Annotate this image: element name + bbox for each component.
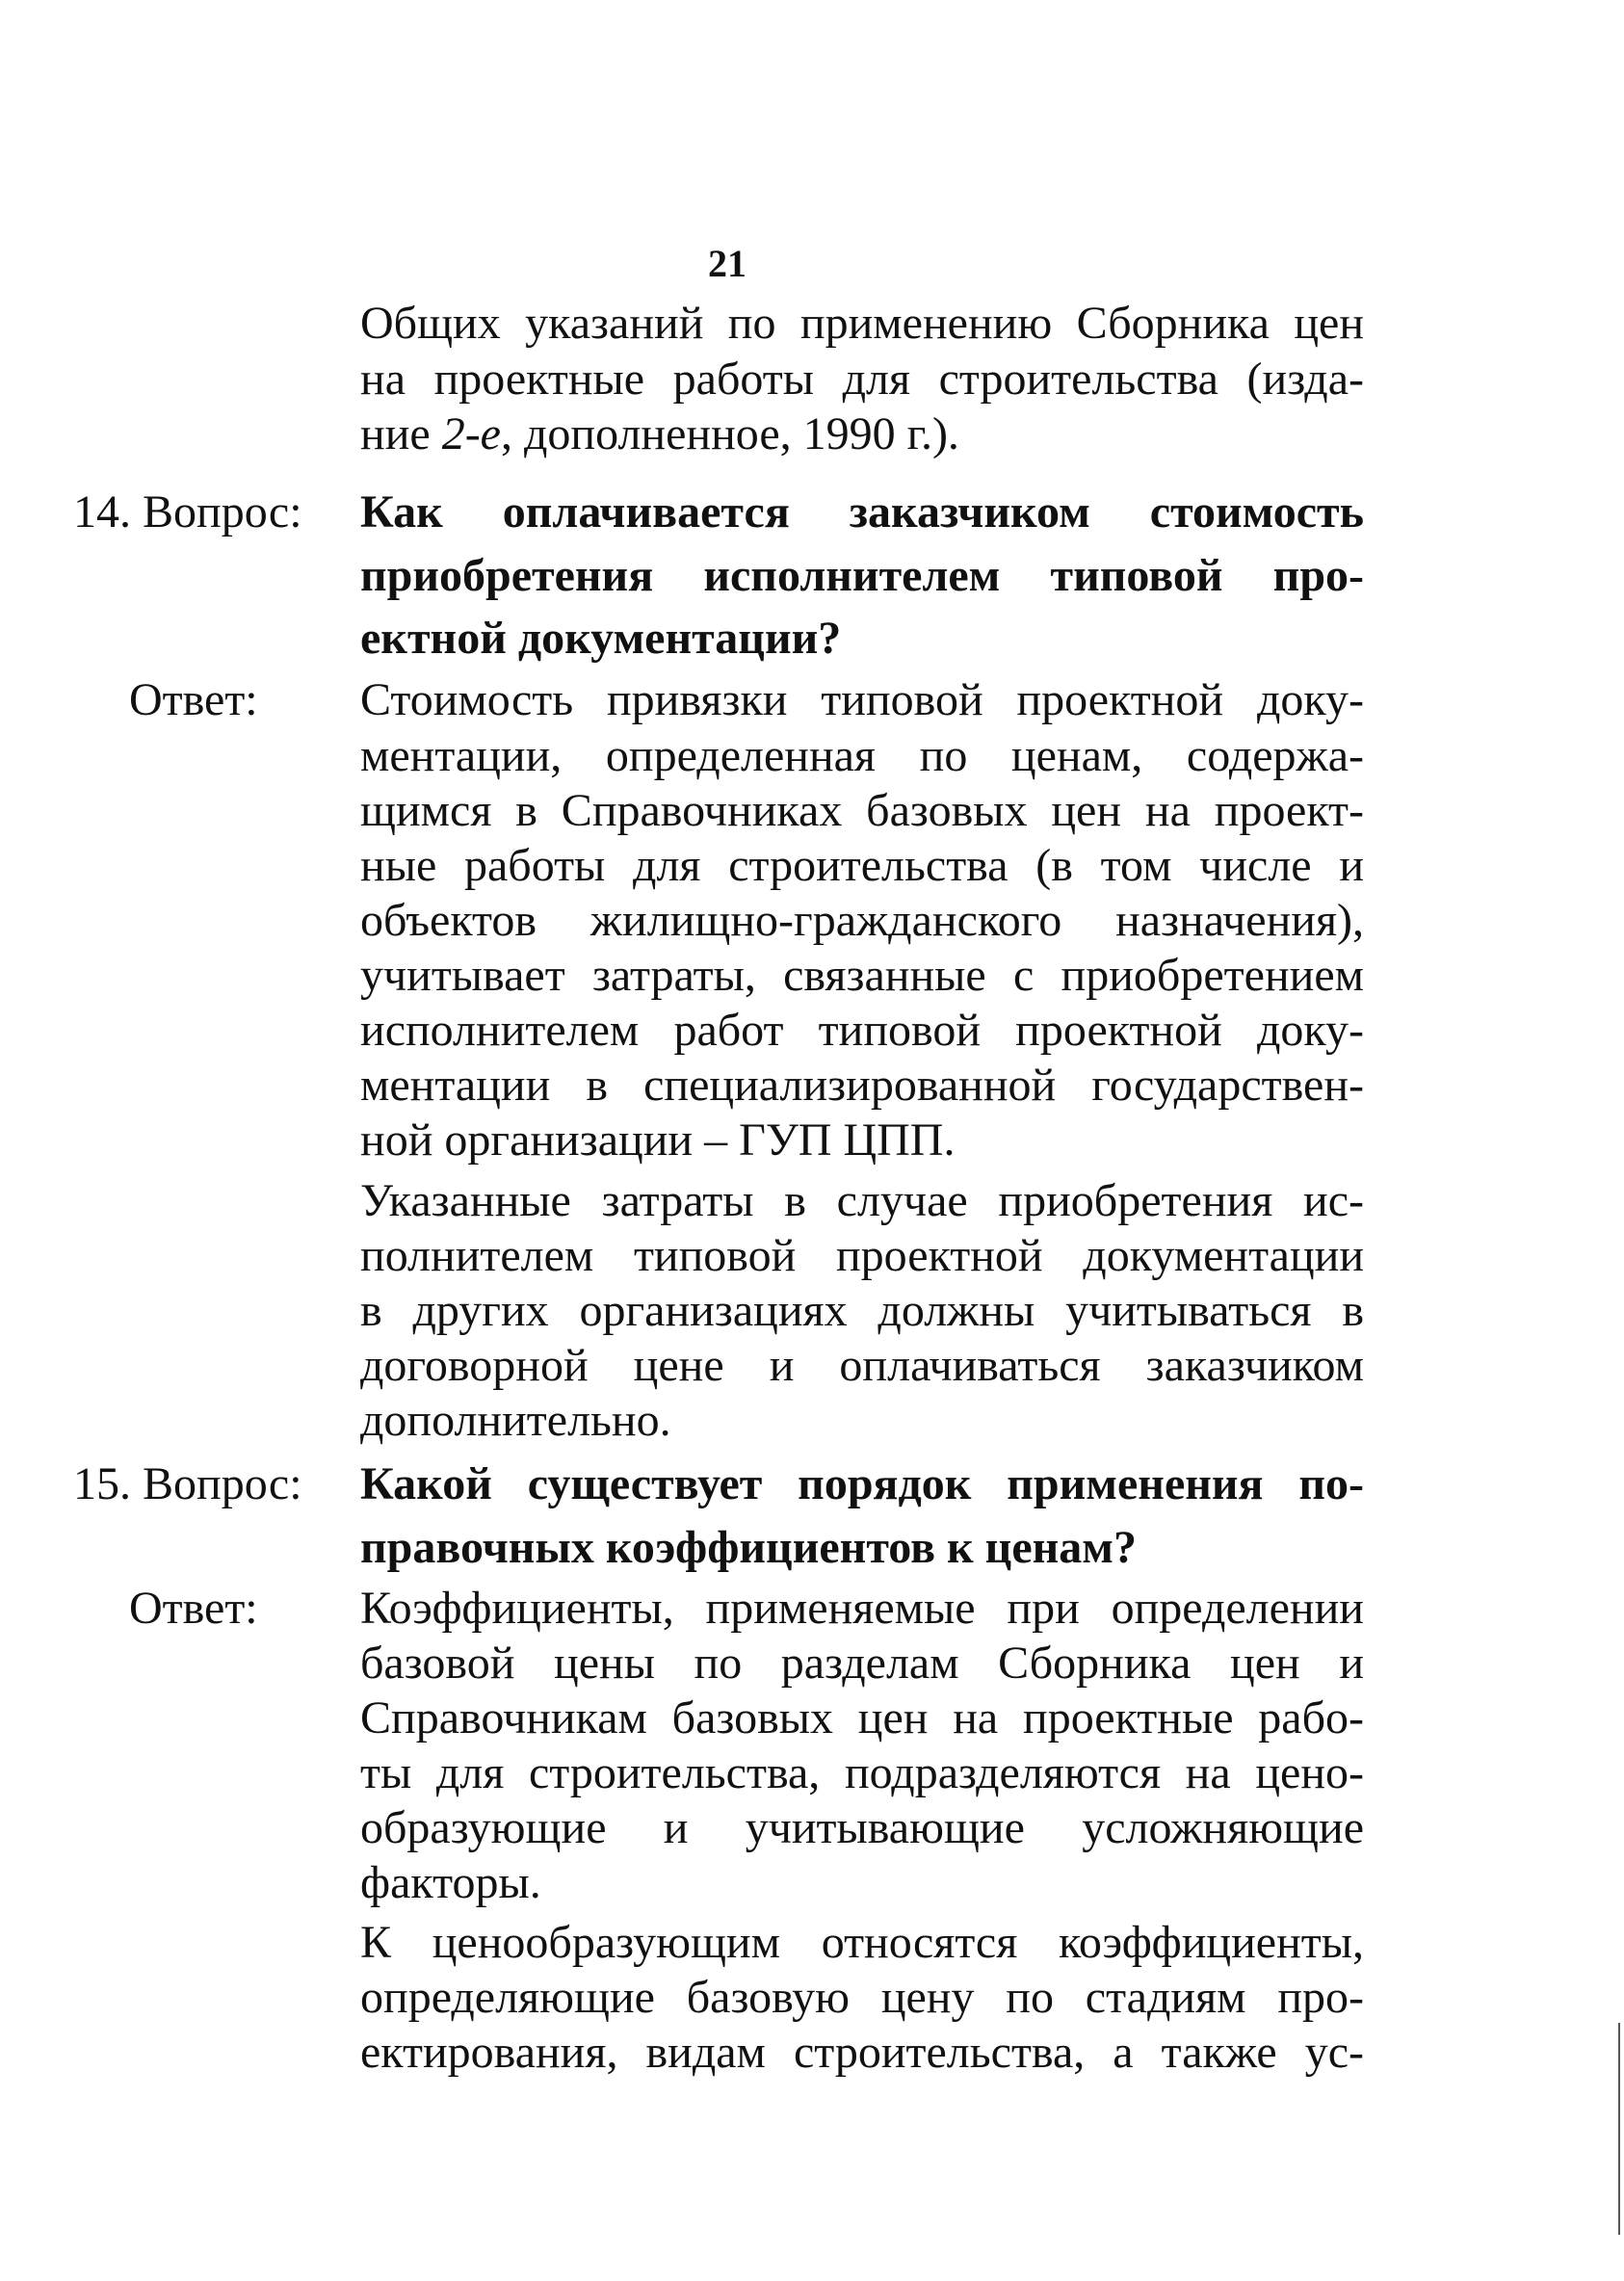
text-line: на проектные работы для строительства (изда- [360, 354, 1364, 405]
answer-line: ной организации – ГУП ЦПП. [360, 1114, 956, 1166]
answer-line: факторы. [360, 1857, 541, 1908]
text-fragment: , дополненное, 1990 г.). [500, 408, 959, 459]
answer-line: образующие и учитывающие усложняющие [360, 1802, 1364, 1853]
question-label-15: 15. Вопрос: [73, 1458, 302, 1509]
answer-label-15: Ответ: [129, 1583, 258, 1634]
answer-line: щимся в Справочниках базовых цен на проект- [360, 785, 1364, 836]
answer-line: Указанные затраты в случае приобретения ис- [360, 1175, 1364, 1226]
text-line: Общих указаний по применению Сборника цен [360, 298, 1364, 349]
text-line [360, 406, 1364, 463]
answer-line: ектирования, видам строительства, а также ус- [360, 2027, 1364, 2078]
answer-line: объектов жилищно-гражданского назначения), [360, 895, 1364, 946]
answer-line: учитывает затраты, связанные с приобретением [360, 950, 1364, 1001]
answer-line: ментации, определенная по ценам, содержа- [360, 730, 1364, 781]
question-line: приобретения исполнителем типовой про- [360, 550, 1364, 601]
answer-line: полнителем типовой проектной документации [360, 1230, 1364, 1281]
answer-line: дополнительно. [360, 1395, 671, 1446]
answer-line: договорной цене и оплачиваться заказчиком [360, 1340, 1364, 1391]
answer-label-14: Ответ: [129, 674, 258, 725]
answer-line: исполнителем работ типовой проектной доку- [360, 1005, 1364, 1056]
answer-line: ты для строительства, подразделяются на цено- [360, 1747, 1364, 1798]
answer-line: ментации в специализированной государствен- [360, 1060, 1364, 1111]
question-line: правочных коэффициентов к ценам? [360, 1522, 1137, 1573]
answer-line: определяющие базовую цену по стадиям про- [360, 1972, 1364, 2023]
page-number: 21 [708, 242, 747, 285]
answer-line: ные работы для строительства (в том числе и [360, 840, 1364, 891]
answer-line: в других организациях должны учитываться в [360, 1285, 1364, 1336]
question-line: ектной документации? [360, 613, 842, 664]
answer-line: Справочникам базовых цен на проектные рабо- [360, 1692, 1364, 1744]
scan-edge-mark [1618, 2023, 1620, 2235]
text-fragment: ние [360, 408, 442, 459]
answer-line: К ценообразующим относятся коэффициенты, [360, 1917, 1364, 1968]
answer-line: базовой цены по разделам Сборника цен и [360, 1638, 1364, 1689]
italic-fragment: 2-е [441, 408, 501, 459]
answer-line: Стоимость привязки типовой проектной доку- [360, 674, 1364, 725]
question-line: Какой существует порядок применения по- [360, 1458, 1364, 1509]
answer-line: Коэффициенты, применяемые при определении [360, 1583, 1364, 1634]
question-label-14: 14. Вопрос: [73, 486, 302, 537]
question-line: Как оплачивается заказчиком стоимость [360, 486, 1364, 537]
